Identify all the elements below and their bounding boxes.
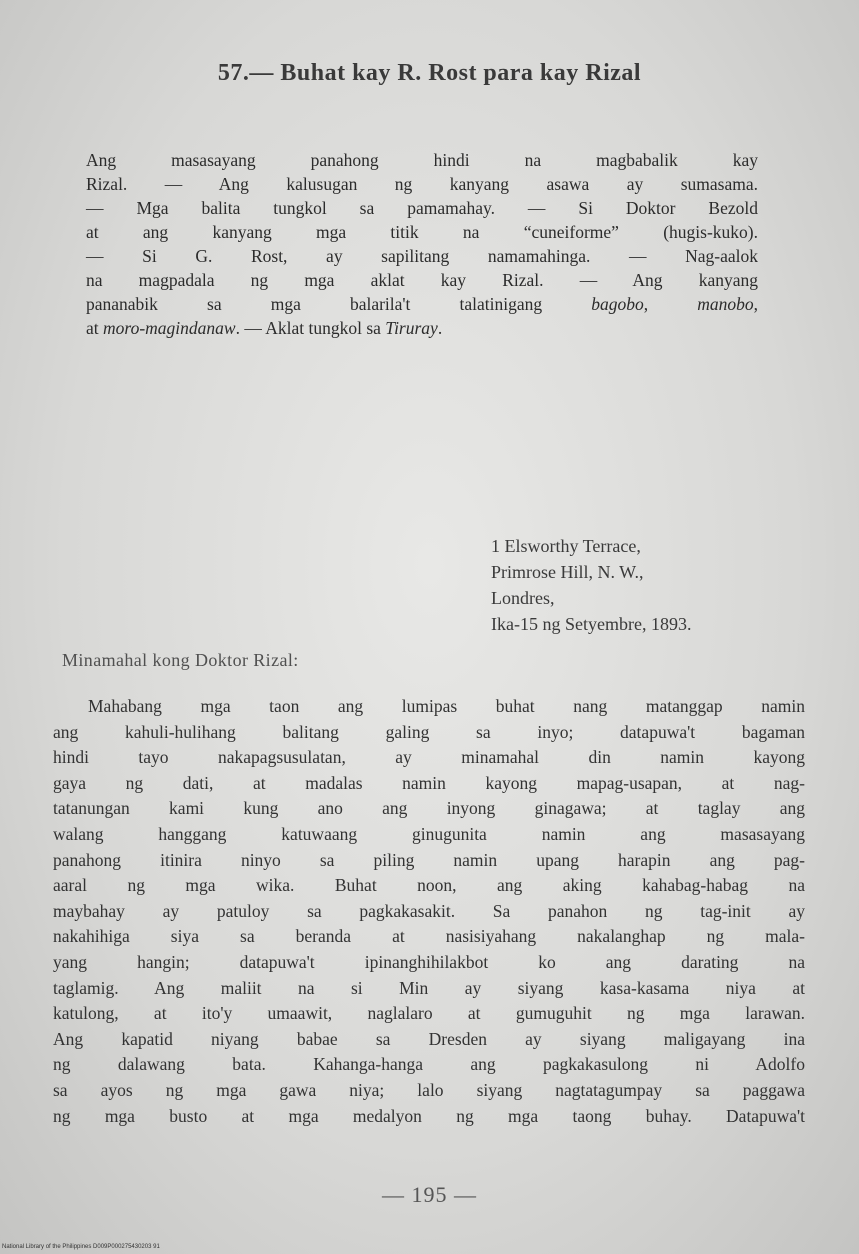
synopsis-text: . — [437, 318, 443, 338]
body-line: Mahabang mga taon ang lumipas buhat nang matanggap namin — [88, 696, 805, 716]
synopsis-text: pananabik sa mga balarila't talatinigang — [86, 294, 592, 314]
synopsis-line: Ang masasayang panahong hindi na magbabalik kay — [86, 150, 758, 170]
synopsis-line — [86, 316, 758, 340]
body-line: taglamig. Ang maliit na si Min ay siyang kasa-kasama niya at — [53, 977, 805, 998]
synopsis-text: , — [753, 294, 758, 314]
body-line: ang kahuli-hulihang balitang galing sa inyo; datapuwa't bagaman — [53, 721, 805, 742]
letter-body — [53, 694, 805, 1129]
synopsis-line — [86, 292, 758, 316]
synopsis-italic-term: manobo — [697, 294, 754, 314]
body-line: panahong itinira ninyo sa piling namin upang harapin ang pag- — [53, 849, 805, 870]
chapter-title: 57.— Buhat kay R. Rost para kay Rizal — [217, 60, 642, 86]
scan-source-note: National Library of the Philippines D009P000275430203 91 — [2, 1244, 160, 1250]
body-line: nakahihiga siya sa beranda at nasisiyahang nakalanghap ng mala- — [53, 926, 805, 947]
letter-salutation: Minamahal kong Doktor Rizal: — [62, 650, 299, 670]
body-line: gaya ng dati, at madalas namin kayong mapag-usapan, at nag- — [53, 772, 805, 793]
address-line: Londres, — [491, 588, 555, 608]
synopsis-line: at ang kanyang mga titik na “cuneiforme” (hugis-kuko). — [86, 222, 758, 242]
synopsis-line: — Mga balita tungkol sa pamamahay. — Si Doktor Bezold — [86, 198, 758, 218]
body-line: yang hangin; datapuwa't ipinanghihilakbot ko ang darating na — [53, 951, 805, 972]
body-line: tatanungan kami kung ano ang inyong ginagawa; at taglay ang — [53, 798, 805, 819]
synopsis-italic-term: moro-magindanaw — [103, 318, 236, 338]
body-line: walang hanggang katuwaang ginugunita namin ang masasayang — [53, 823, 805, 844]
body-line: katulong, at ito'y umaawit, naglalaro at gumuguhit ng mga larawan. — [53, 1003, 805, 1024]
synopsis-text: , — [643, 294, 698, 314]
letter-date: Ika-15 ng Setyembre, 1893. — [491, 614, 692, 634]
body-line: aaral ng mga wika. Buhat noon, ang aking kahabag-habag na — [53, 875, 805, 896]
synopsis-line: — Si G. Rost, ay sapilitang namamahinga. — Nag-aalok — [86, 246, 758, 266]
address-line: Primrose Hill, N. W., — [491, 562, 644, 582]
address-line: 1 Elsworthy Terrace, — [491, 536, 641, 556]
body-line: Ang kapatid niyang babae sa Dresden ay siyang maligayang ina — [53, 1028, 805, 1049]
body-line: hindi tayo nakapagsusulatan, ay minamahal din namin kayong — [53, 747, 805, 768]
body-line: ng mga busto at mga medalyon ng mga taong buhay. Datapuwa't — [53, 1105, 805, 1126]
chapter-synopsis — [86, 148, 758, 340]
synopsis-text: . — Aklat tungkol sa — [235, 318, 386, 338]
synopsis-line: Rizal. — Ang kalusugan ng kanyang asawa ay sumasama. — [86, 174, 758, 194]
synopsis-italic-term: Tiruray — [385, 318, 438, 338]
body-line: ng dalawang bata. Kahanga-hanga ang pagkakasulong ni Adolfo — [53, 1054, 805, 1075]
synopsis-line: na magpadala ng mga aklat kay Rizal. — Ang kanyang — [86, 270, 758, 290]
body-line: sa ayos ng mga gawa niya; lalo siyang nagtatagumpay sa paggawa — [53, 1079, 805, 1100]
synopsis-text: at — [86, 318, 104, 338]
letter-address — [491, 533, 691, 637]
synopsis-italic-term: bagobo — [591, 294, 644, 314]
body-line: maybahay ay patuloy sa pagkakasakit. Sa panahon ng tag-init ay — [53, 900, 805, 921]
page-number: — 195 — — [382, 1182, 477, 1207]
